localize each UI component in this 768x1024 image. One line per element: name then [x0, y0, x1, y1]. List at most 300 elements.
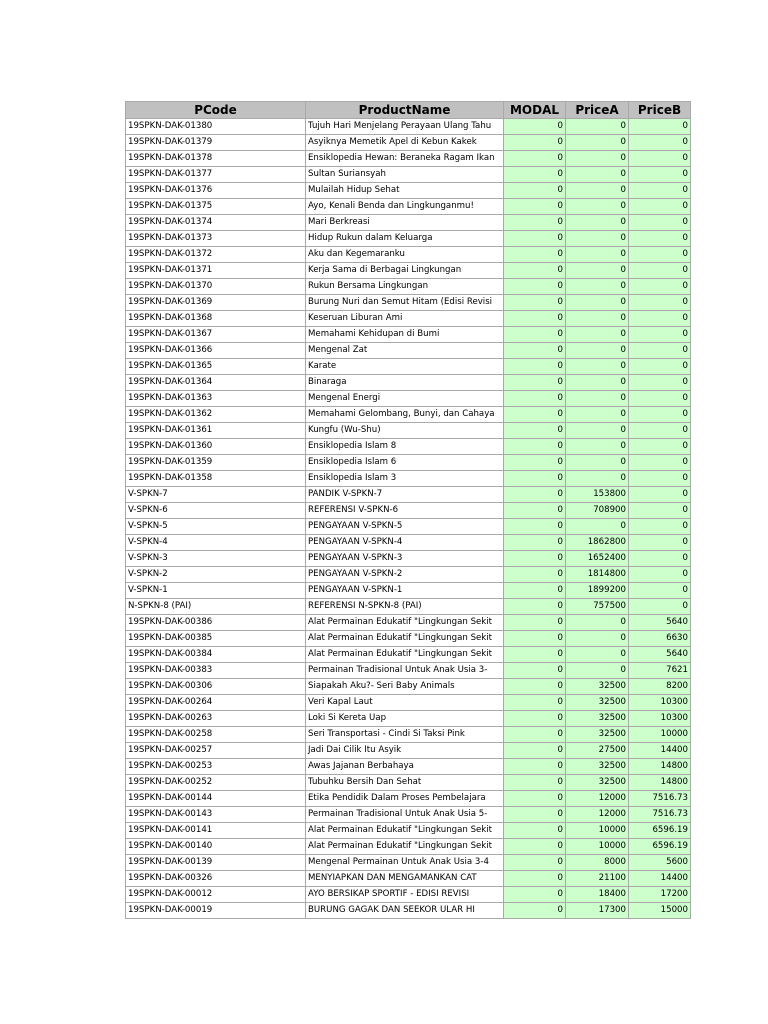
pricea-cell[interactable]: 0: [566, 471, 629, 487]
priceb-cell[interactable]: 0: [629, 487, 691, 503]
table-row: [126, 503, 691, 519]
priceb-cell[interactable]: 0: [629, 551, 691, 567]
header-row: [126, 102, 691, 119]
pcode-cell[interactable]: 19SPKN-DAK-01370: [126, 279, 306, 295]
modal-cell[interactable]: 0: [504, 791, 566, 807]
pcode-cell[interactable]: 19SPKN-DAK-00143: [126, 807, 306, 823]
pcode-cell[interactable]: 19SPKN-DAK-01380: [126, 119, 306, 135]
modal-cell[interactable]: 0: [504, 359, 566, 375]
pcode-cell[interactable]: 19SPKN-DAK-01358: [126, 471, 306, 487]
pcode-cell[interactable]: V-SPKN-7: [126, 487, 306, 503]
productname-cell[interactable]: PENGAYAAN V-SPKN-3: [306, 551, 504, 567]
table-row: [126, 439, 691, 455]
productname-cell[interactable]: PANDIK V-SPKN-7: [306, 487, 504, 503]
pcode-cell[interactable]: 19SPKN-DAK-01359: [126, 455, 306, 471]
pricea-cell[interactable]: 0: [566, 663, 629, 679]
priceb-cell[interactable]: 0: [629, 279, 691, 295]
modal-cell[interactable]: 0: [504, 551, 566, 567]
table-row: [126, 775, 691, 791]
pricea-cell[interactable]: 0: [566, 647, 629, 663]
pcode-cell[interactable]: 19SPKN-DAK-01373: [126, 231, 306, 247]
pcode-cell[interactable]: 19SPKN-DAK-00144: [126, 791, 306, 807]
productname-cell[interactable]: Awas Jajanan Berbahaya: [306, 759, 504, 775]
table-row: [126, 231, 691, 247]
pcode-cell[interactable]: V-SPKN-6: [126, 503, 306, 519]
modal-cell[interactable]: 0: [504, 327, 566, 343]
pricea-cell[interactable]: 0: [566, 343, 629, 359]
modal-cell[interactable]: 0: [504, 407, 566, 423]
modal-cell[interactable]: 0: [504, 743, 566, 759]
priceb-cell[interactable]: 5640: [629, 615, 691, 631]
priceb-cell[interactable]: 15000: [629, 903, 691, 919]
table-row: [126, 855, 691, 871]
priceb-cell[interactable]: 0: [629, 343, 691, 359]
productname-cell[interactable]: Alat Permainan Edukatif "Lingkungan Sekit: [306, 839, 504, 855]
product-price-sheet: [125, 101, 691, 919]
table-row: [126, 455, 691, 471]
pricea-cell[interactable]: 10000: [566, 839, 629, 855]
pcode-cell[interactable]: 19SPKN-DAK-01363: [126, 391, 306, 407]
productname-cell[interactable]: Aku dan Kegemaranku: [306, 247, 504, 263]
modal-cell[interactable]: 0: [504, 439, 566, 455]
modal-cell[interactable]: 0: [504, 567, 566, 583]
table-row: [126, 167, 691, 183]
pcode-cell[interactable]: 19SPKN-DAK-00383: [126, 663, 306, 679]
pcode-cell[interactable]: 19SPKN-DAK-01367: [126, 327, 306, 343]
productname-cell[interactable]: Keseruan Liburan Ami: [306, 311, 504, 327]
productname-cell[interactable]: Veri Kapal Laut: [306, 695, 504, 711]
pricea-cell[interactable]: 708900: [566, 503, 629, 519]
modal-cell[interactable]: 0: [504, 839, 566, 855]
modal-cell[interactable]: 0: [504, 663, 566, 679]
priceb-cell[interactable]: 8200: [629, 679, 691, 695]
productname-cell[interactable]: Kerja Sama di Berbagai Lingkungan: [306, 263, 504, 279]
priceb-cell[interactable]: 10000: [629, 727, 691, 743]
productname-cell[interactable]: Karate: [306, 359, 504, 375]
pcode-cell[interactable]: V-SPKN-5: [126, 519, 306, 535]
modal-cell[interactable]: 0: [504, 231, 566, 247]
priceb-cell[interactable]: 0: [629, 391, 691, 407]
modal-cell[interactable]: 0: [504, 215, 566, 231]
priceb-cell[interactable]: 0: [629, 423, 691, 439]
priceb-cell[interactable]: 14800: [629, 759, 691, 775]
pricea-cell[interactable]: 27500: [566, 743, 629, 759]
priceb-cell[interactable]: 0: [629, 311, 691, 327]
pcode-cell[interactable]: 19SPKN-DAK-01364: [126, 375, 306, 391]
priceb-cell[interactable]: 14400: [629, 743, 691, 759]
column-header-priceb[interactable]: PriceB: [629, 102, 691, 119]
modal-cell[interactable]: 0: [504, 311, 566, 327]
modal-cell[interactable]: 0: [504, 423, 566, 439]
priceb-cell[interactable]: 10300: [629, 711, 691, 727]
modal-cell[interactable]: 0: [504, 375, 566, 391]
productname-cell[interactable]: Permainan Tradisional Untuk Anak Usia 5-: [306, 807, 504, 823]
productname-cell[interactable]: Alat Permainan Edukatif "Lingkungan Sekit: [306, 647, 504, 663]
pricea-cell[interactable]: 0: [566, 247, 629, 263]
priceb-cell[interactable]: 0: [629, 119, 691, 135]
modal-cell[interactable]: 0: [504, 135, 566, 151]
table-row: [126, 135, 691, 151]
pcode-cell[interactable]: 19SPKN-DAK-00326: [126, 871, 306, 887]
pricea-cell[interactable]: 12000: [566, 807, 629, 823]
modal-cell[interactable]: 0: [504, 199, 566, 215]
priceb-cell[interactable]: 0: [629, 327, 691, 343]
table-row: [126, 423, 691, 439]
table-row: [126, 615, 691, 631]
table-row: [126, 407, 691, 423]
pcode-cell[interactable]: 19SPKN-DAK-00263: [126, 711, 306, 727]
pricea-cell[interactable]: 0: [566, 183, 629, 199]
priceb-cell[interactable]: 0: [629, 151, 691, 167]
productname-cell[interactable]: Siapakah Aku?- Seri Baby Animals: [306, 679, 504, 695]
pricea-cell[interactable]: 0: [566, 135, 629, 151]
productname-cell[interactable]: Kungfu (Wu-Shu): [306, 423, 504, 439]
productname-cell[interactable]: Tujuh Hari Menjelang Perayaan Ulang Tahu: [306, 119, 504, 135]
table-row: [126, 151, 691, 167]
productname-cell[interactable]: Memahami Kehidupan di Bumi: [306, 327, 504, 343]
modal-cell[interactable]: 0: [504, 487, 566, 503]
priceb-cell[interactable]: 0: [629, 199, 691, 215]
table-row: [126, 119, 691, 135]
pcode-cell[interactable]: V-SPKN-1: [126, 583, 306, 599]
productname-cell[interactable]: Ensiklopedia Hewan: Beraneka Ragam Ikan: [306, 151, 504, 167]
priceb-cell[interactable]: 0: [629, 519, 691, 535]
productname-cell[interactable]: Mengenal Permainan Untuk Anak Usia 3-4: [306, 855, 504, 871]
modal-cell[interactable]: 0: [504, 775, 566, 791]
pricea-cell[interactable]: 8000: [566, 855, 629, 871]
table-row: [126, 679, 691, 695]
pricea-cell[interactable]: 0: [566, 231, 629, 247]
pricea-cell[interactable]: 0: [566, 407, 629, 423]
pcode-cell[interactable]: 19SPKN-DAK-00253: [126, 759, 306, 775]
table-row: [126, 375, 691, 391]
productname-cell[interactable]: Burung Nuri dan Semut Hitam (Edisi Revisi: [306, 295, 504, 311]
pricea-cell[interactable]: 18400: [566, 887, 629, 903]
modal-cell[interactable]: 0: [504, 343, 566, 359]
pcode-cell[interactable]: 19SPKN-DAK-01371: [126, 263, 306, 279]
pcode-cell[interactable]: 19SPKN-DAK-00264: [126, 695, 306, 711]
table-row: [126, 647, 691, 663]
priceb-cell[interactable]: 7621: [629, 663, 691, 679]
productname-cell[interactable]: AYO BERSIKAP SPORTIF - EDISI REVISI: [306, 887, 504, 903]
productname-cell[interactable]: Permainan Tradisional Untuk Anak Usia 3-: [306, 663, 504, 679]
pricea-cell[interactable]: 0: [566, 375, 629, 391]
modal-cell[interactable]: 0: [504, 503, 566, 519]
priceb-cell[interactable]: 0: [629, 439, 691, 455]
pricea-cell[interactable]: 32500: [566, 727, 629, 743]
table-row: [126, 727, 691, 743]
pricea-cell[interactable]: 0: [566, 455, 629, 471]
priceb-cell[interactable]: 0: [629, 167, 691, 183]
priceb-cell[interactable]: 0: [629, 471, 691, 487]
pcode-cell[interactable]: 19SPKN-DAK-01377: [126, 167, 306, 183]
pricea-cell[interactable]: 0: [566, 167, 629, 183]
table-row: [126, 903, 691, 919]
pcode-cell[interactable]: 19SPKN-DAK-00386: [126, 615, 306, 631]
modal-cell[interactable]: 0: [504, 631, 566, 647]
table-row: [126, 487, 691, 503]
productname-cell[interactable]: Memahami Gelombang, Bunyi, dan Cahaya: [306, 407, 504, 423]
pcode-cell[interactable]: 19SPKN-DAK-01365: [126, 359, 306, 375]
pcode-cell[interactable]: 19SPKN-DAK-00257: [126, 743, 306, 759]
pcode-cell[interactable]: 19SPKN-DAK-01375: [126, 199, 306, 215]
priceb-cell[interactable]: 5600: [629, 855, 691, 871]
pcode-cell[interactable]: 19SPKN-DAK-00306: [126, 679, 306, 695]
table-row: [126, 199, 691, 215]
productname-cell[interactable]: Alat Permainan Edukatif "Lingkungan Sekit: [306, 823, 504, 839]
table-row: [126, 567, 691, 583]
productname-cell[interactable]: Ayo, Kenali Benda dan Lingkunganmu!: [306, 199, 504, 215]
priceb-cell[interactable]: 0: [629, 583, 691, 599]
pricea-cell[interactable]: 32500: [566, 679, 629, 695]
modal-cell[interactable]: 0: [504, 519, 566, 535]
pricea-cell[interactable]: 0: [566, 199, 629, 215]
table-row: [126, 743, 691, 759]
modal-cell[interactable]: 0: [504, 535, 566, 551]
pricea-cell[interactable]: 0: [566, 151, 629, 167]
pcode-cell[interactable]: 19SPKN-DAK-00019: [126, 903, 306, 919]
productname-cell[interactable]: Ensiklopedia Islam 6: [306, 455, 504, 471]
productname-cell[interactable]: Hidup Rukun dalam Keluarga: [306, 231, 504, 247]
priceb-cell[interactable]: 0: [629, 375, 691, 391]
pcode-cell[interactable]: 19SPKN-DAK-00384: [126, 647, 306, 663]
productname-cell[interactable]: REFERENSI V-SPKN-6: [306, 503, 504, 519]
productname-cell[interactable]: Binaraga: [306, 375, 504, 391]
table-row: [126, 519, 691, 535]
pcode-cell[interactable]: 19SPKN-DAK-00139: [126, 855, 306, 871]
modal-cell[interactable]: 0: [504, 695, 566, 711]
modal-cell[interactable]: 0: [504, 279, 566, 295]
pricea-cell[interactable]: 0: [566, 279, 629, 295]
productname-cell[interactable]: Alat Permainan Edukatif "Lingkungan Sekit: [306, 631, 504, 647]
pricea-cell[interactable]: 153800: [566, 487, 629, 503]
productname-cell[interactable]: PENGAYAAN V-SPKN-2: [306, 567, 504, 583]
pricea-cell[interactable]: 21100: [566, 871, 629, 887]
pricea-cell[interactable]: 0: [566, 119, 629, 135]
pricea-cell[interactable]: 0: [566, 615, 629, 631]
modal-cell[interactable]: 0: [504, 855, 566, 871]
table-row: [126, 711, 691, 727]
priceb-cell[interactable]: 6596.19: [629, 839, 691, 855]
pricea-cell[interactable]: 0: [566, 327, 629, 343]
pcode-cell[interactable]: 19SPKN-DAK-01374: [126, 215, 306, 231]
modal-cell[interactable]: 0: [504, 823, 566, 839]
priceb-cell[interactable]: 0: [629, 135, 691, 151]
priceb-cell[interactable]: 5640: [629, 647, 691, 663]
priceb-cell[interactable]: 0: [629, 263, 691, 279]
table-row: [126, 791, 691, 807]
modal-cell[interactable]: 0: [504, 119, 566, 135]
pricea-cell[interactable]: 0: [566, 215, 629, 231]
modal-cell[interactable]: 0: [504, 295, 566, 311]
productname-cell[interactable]: Mengenal Energi: [306, 391, 504, 407]
pcode-cell[interactable]: 19SPKN-DAK-00252: [126, 775, 306, 791]
pricea-cell[interactable]: 32500: [566, 711, 629, 727]
pcode-cell[interactable]: 19SPKN-DAK-01369: [126, 295, 306, 311]
priceb-cell[interactable]: 0: [629, 247, 691, 263]
pcode-cell[interactable]: 19SPKN-DAK-01378: [126, 151, 306, 167]
pricea-cell[interactable]: 0: [566, 423, 629, 439]
modal-cell[interactable]: 0: [504, 167, 566, 183]
table-row: [126, 839, 691, 855]
pcode-cell[interactable]: 19SPKN-DAK-00140: [126, 839, 306, 855]
table-row: [126, 551, 691, 567]
pricea-cell[interactable]: 0: [566, 263, 629, 279]
pricea-cell[interactable]: 1899200: [566, 583, 629, 599]
pcode-cell[interactable]: 19SPKN-DAK-01361: [126, 423, 306, 439]
modal-cell[interactable]: 0: [504, 647, 566, 663]
productname-cell[interactable]: PENGAYAAN V-SPKN-4: [306, 535, 504, 551]
modal-cell[interactable]: 0: [504, 807, 566, 823]
modal-cell[interactable]: 0: [504, 471, 566, 487]
pricea-cell[interactable]: 32500: [566, 759, 629, 775]
modal-cell[interactable]: 0: [504, 615, 566, 631]
pricea-cell[interactable]: 757500: [566, 599, 629, 615]
productname-cell[interactable]: Tubuhku Bersih Dan Sehat: [306, 775, 504, 791]
pricea-cell[interactable]: 32500: [566, 695, 629, 711]
productname-cell[interactable]: Mulailah Hidup Sehat: [306, 183, 504, 199]
modal-cell[interactable]: 0: [504, 583, 566, 599]
productname-cell[interactable]: Ensiklopedia Islam 3: [306, 471, 504, 487]
table-row: [126, 871, 691, 887]
pcode-cell[interactable]: 19SPKN-DAK-01372: [126, 247, 306, 263]
productname-cell[interactable]: BURUNG GAGAK DAN SEEKOR ULAR HI: [306, 903, 504, 919]
pcode-cell[interactable]: 19SPKN-DAK-01376: [126, 183, 306, 199]
productname-cell[interactable]: Sultan Suriansyah: [306, 167, 504, 183]
modal-cell[interactable]: 0: [504, 599, 566, 615]
productname-cell[interactable]: Loki Si Kereta Uap: [306, 711, 504, 727]
priceb-cell[interactable]: 0: [629, 359, 691, 375]
pcode-cell[interactable]: 19SPKN-DAK-01366: [126, 343, 306, 359]
pcode-cell[interactable]: 19SPKN-DAK-00141: [126, 823, 306, 839]
pricea-cell[interactable]: 0: [566, 359, 629, 375]
priceb-cell[interactable]: 17200: [629, 887, 691, 903]
column-header-modal[interactable]: MODAL: [504, 102, 566, 119]
pricea-cell[interactable]: 12000: [566, 791, 629, 807]
table-row: [126, 391, 691, 407]
priceb-cell[interactable]: 0: [629, 455, 691, 471]
table-body: [126, 119, 691, 919]
modal-cell[interactable]: 0: [504, 679, 566, 695]
modal-cell[interactable]: 0: [504, 151, 566, 167]
table-row: [126, 823, 691, 839]
pricea-cell[interactable]: 1862800: [566, 535, 629, 551]
column-header-pricea[interactable]: PriceA: [566, 102, 629, 119]
table-row: [126, 583, 691, 599]
table-row: [126, 599, 691, 615]
productname-cell[interactable]: Etika Pendidik Dalam Proses Pembelajara: [306, 791, 504, 807]
priceb-cell[interactable]: 0: [629, 183, 691, 199]
pcode-cell[interactable]: V-SPKN-4: [126, 535, 306, 551]
table-row: [126, 247, 691, 263]
pcode-cell[interactable]: V-SPKN-3: [126, 551, 306, 567]
table-row: [126, 663, 691, 679]
modal-cell[interactable]: 0: [504, 391, 566, 407]
productname-cell[interactable]: Rukun Bersama Lingkungan: [306, 279, 504, 295]
column-header-pcode[interactable]: PCode: [126, 102, 306, 119]
priceb-cell[interactable]: 14800: [629, 775, 691, 791]
productname-cell[interactable]: Mengenal Zat: [306, 343, 504, 359]
productname-cell[interactable]: PENGAYAAN V-SPKN-1: [306, 583, 504, 599]
pricea-cell[interactable]: 0: [566, 631, 629, 647]
table-row: [126, 695, 691, 711]
priceb-cell[interactable]: 0: [629, 231, 691, 247]
pcode-cell[interactable]: 19SPKN-DAK-01362: [126, 407, 306, 423]
pricea-cell[interactable]: 0: [566, 439, 629, 455]
pcode-cell[interactable]: 19SPKN-DAK-00385: [126, 631, 306, 647]
table-row: [126, 215, 691, 231]
pcode-cell[interactable]: 19SPKN-DAK-00012: [126, 887, 306, 903]
pricea-cell[interactable]: 10000: [566, 823, 629, 839]
modal-cell[interactable]: 0: [504, 711, 566, 727]
pcode-cell[interactable]: 19SPKN-DAK-01360: [126, 439, 306, 455]
productname-cell[interactable]: Mari Berkreasi: [306, 215, 504, 231]
pricea-cell[interactable]: 0: [566, 519, 629, 535]
priceb-cell[interactable]: 7516.73: [629, 807, 691, 823]
priceb-cell[interactable]: 0: [629, 503, 691, 519]
modal-cell[interactable]: 0: [504, 455, 566, 471]
pricea-cell[interactable]: 0: [566, 311, 629, 327]
priceb-cell[interactable]: 14400: [629, 871, 691, 887]
priceb-cell[interactable]: 0: [629, 407, 691, 423]
productname-cell[interactable]: REFERENSI N-SPKN-8 (PAI): [306, 599, 504, 615]
productname-cell[interactable]: Alat Permainan Edukatif "Lingkungan Sekit: [306, 615, 504, 631]
pricea-cell[interactable]: 1814800: [566, 567, 629, 583]
priceb-cell[interactable]: 6630: [629, 631, 691, 647]
pricea-cell[interactable]: 17300: [566, 903, 629, 919]
table-row: [126, 327, 691, 343]
column-header-productname[interactable]: ProductName: [306, 102, 504, 119]
priceb-cell[interactable]: 0: [629, 215, 691, 231]
pcode-cell[interactable]: V-SPKN-2: [126, 567, 306, 583]
productname-cell[interactable]: Seri Transportasi - Cindi Si Taksi Pink: [306, 727, 504, 743]
table-row: [126, 295, 691, 311]
modal-cell[interactable]: 0: [504, 183, 566, 199]
table-row: [126, 359, 691, 375]
table-row: [126, 311, 691, 327]
priceb-cell[interactable]: 6596.19: [629, 823, 691, 839]
pricea-cell[interactable]: 0: [566, 391, 629, 407]
productname-cell[interactable]: MENYIAPKAN DAN MENGAMANKAN CAT: [306, 871, 504, 887]
productname-cell[interactable]: Jadi Dai Cilik Itu Asyik: [306, 743, 504, 759]
modal-cell[interactable]: 0: [504, 263, 566, 279]
priceb-cell[interactable]: 0: [629, 567, 691, 583]
priceb-cell[interactable]: 10300: [629, 695, 691, 711]
pcode-cell[interactable]: 19SPKN-DAK-01368: [126, 311, 306, 327]
productname-cell[interactable]: Ensiklopedia Islam 8: [306, 439, 504, 455]
table-row: [126, 471, 691, 487]
pcode-cell[interactable]: 19SPKN-DAK-01379: [126, 135, 306, 151]
modal-cell[interactable]: 0: [504, 903, 566, 919]
pcode-cell[interactable]: 19SPKN-DAK-00258: [126, 727, 306, 743]
priceb-cell[interactable]: 0: [629, 295, 691, 311]
priceb-cell[interactable]: 0: [629, 599, 691, 615]
modal-cell[interactable]: 0: [504, 887, 566, 903]
productname-cell[interactable]: PENGAYAAN V-SPKN-5: [306, 519, 504, 535]
pricea-cell[interactable]: 32500: [566, 775, 629, 791]
priceb-cell[interactable]: 0: [629, 535, 691, 551]
table-row: [126, 535, 691, 551]
modal-cell[interactable]: 0: [504, 727, 566, 743]
modal-cell[interactable]: 0: [504, 871, 566, 887]
pricea-cell[interactable]: 1652400: [566, 551, 629, 567]
priceb-cell[interactable]: 7516.73: [629, 791, 691, 807]
modal-cell[interactable]: 0: [504, 759, 566, 775]
productname-cell[interactable]: Asyiknya Memetik Apel di Kebun Kakek: [306, 135, 504, 151]
pricea-cell[interactable]: 0: [566, 295, 629, 311]
modal-cell[interactable]: 0: [504, 247, 566, 263]
pcode-cell[interactable]: N-SPKN-8 (PAI): [126, 599, 306, 615]
